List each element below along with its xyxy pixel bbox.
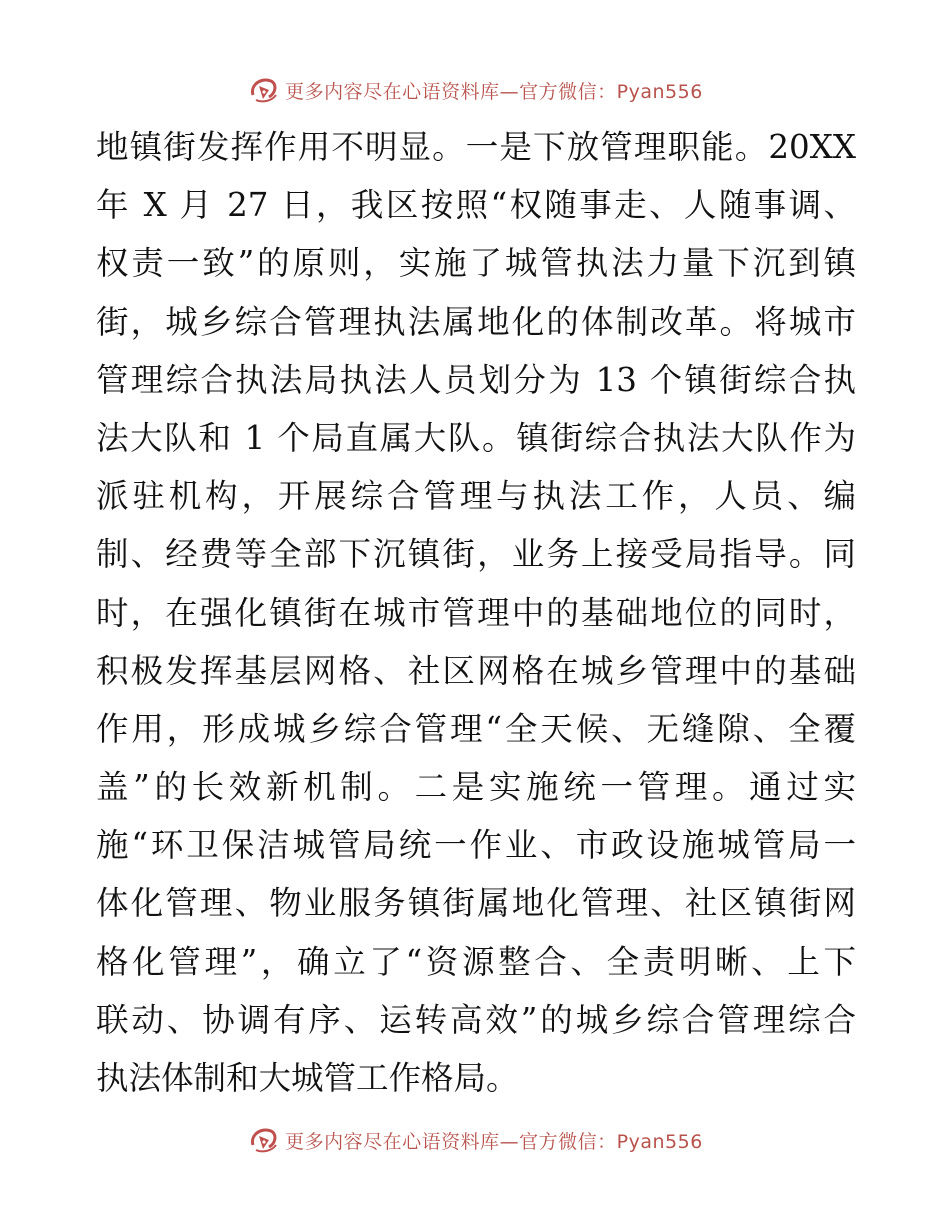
body-line-last: 执法体制和大城管工作格局。 bbox=[96, 1059, 519, 1097]
header-watermark-text: 更多内容尽在心语资料库—官方微信：Pyan556 bbox=[285, 80, 703, 103]
body-line: 街，城乡综合管理执法属地化的体制改革。将城市 bbox=[96, 302, 856, 341]
body-line: 盖”的长效新机制。二是实施统一管理。通过实 bbox=[96, 768, 856, 807]
header-watermark-banner bbox=[0, 70, 950, 110]
footer-watermark-text: 更多内容尽在心语资料库—官方微信：Pyan556 bbox=[285, 1130, 703, 1153]
body-line: 法大队和 1 个局直属大队。镇街综合执法大队作为 bbox=[96, 418, 856, 457]
body-line: 积极发挥基层网格、社区网格在城乡管理中的基础 bbox=[96, 651, 856, 690]
body-line: 派驻机构，开展综合管理与执法工作，人员、编 bbox=[96, 477, 856, 516]
body-line: 联动、协调有序、运转高效”的城乡综合管理综合 bbox=[96, 1000, 856, 1039]
body-line: 体化管理、物业服务镇街属地化管理、社区镇街网 bbox=[96, 884, 856, 923]
body-line: 时，在强化镇街在城市管理中的基础地位的同时， bbox=[96, 593, 856, 632]
footer-watermark-banner bbox=[0, 1120, 950, 1160]
document-body bbox=[96, 118, 856, 1107]
body-line: 管理综合执法局执法人员划分为 13 个镇街综合执 bbox=[96, 360, 856, 399]
body-line: 年 X 月 27 日，我区按照“权随事走、人随事调、 bbox=[96, 186, 856, 225]
body-line: 施“环卫保洁城管局统一作业、市政设施城管局一 bbox=[96, 826, 856, 865]
pen-nib-swirl-logo-icon bbox=[247, 1123, 281, 1157]
body-line: 格化管理”，确立了“资源整合、全责明晰、上下 bbox=[96, 942, 856, 981]
body-line: 地镇街发挥作用不明显。一是下放管理职能。20XX bbox=[96, 128, 856, 166]
body-line: 权责一致”的原则，实施了城管执法力量下沉到镇 bbox=[96, 244, 856, 283]
pen-nib-swirl-logo-icon bbox=[247, 73, 281, 107]
body-line: 作用，形成城乡综合管理“全天候、无缝隙、全覆 bbox=[96, 709, 856, 748]
body-line: 制、经费等全部下沉镇街，业务上接受局指导。同 bbox=[96, 535, 856, 574]
